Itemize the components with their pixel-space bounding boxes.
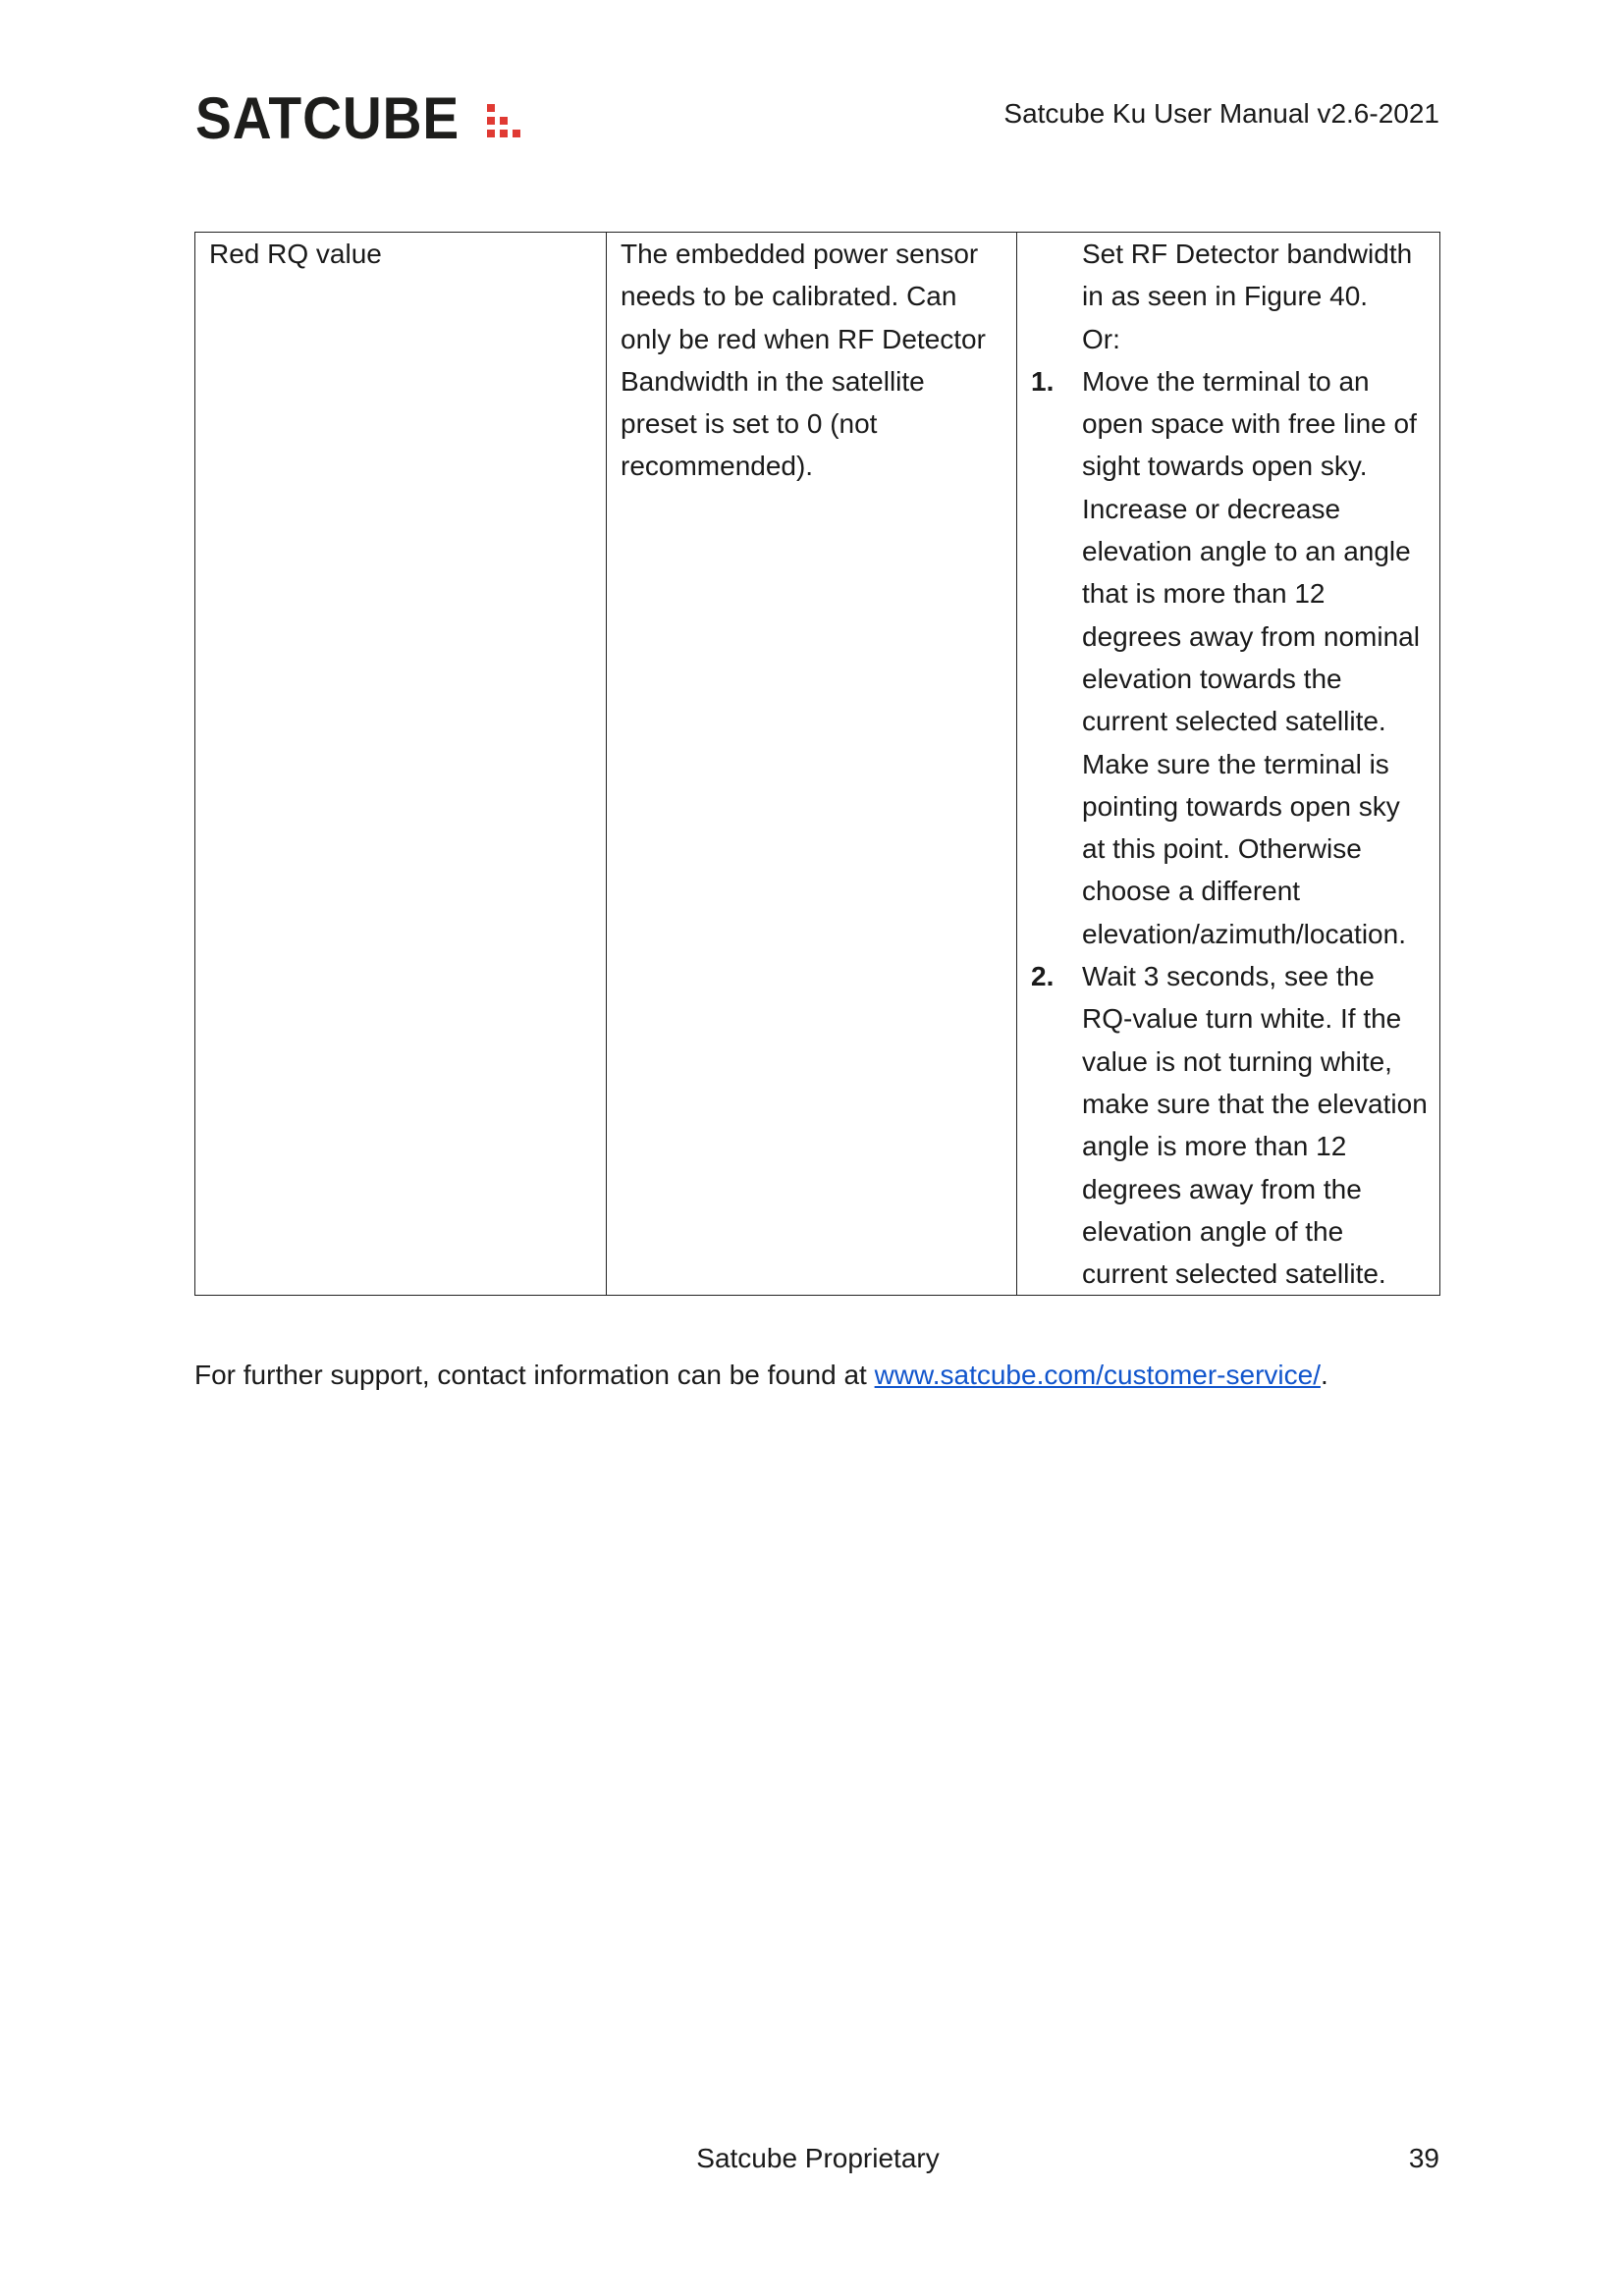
- footer-label: Satcube Proprietary: [696, 2143, 940, 2173]
- customer-service-link[interactable]: www.satcube.com/customer-service/: [874, 1360, 1321, 1390]
- document-title: Satcube Ku User Manual v2.6-2021: [1003, 98, 1439, 129]
- solution-steps: [1031, 360, 1428, 1296]
- symptom-text: Red RQ value: [209, 239, 382, 269]
- list-item: [1031, 955, 1428, 1295]
- step-text: Move the terminal to an open space with free line of sight towards open sky. Increase or decrease elevation angle to an angle that is more than 12 degrees away from nominal elevation towards the current selected satellite. Make sure the terminal is pointing towards open sky at this point. Otherwise choose a different elevation/azimuth/location.: [1082, 365, 1420, 949]
- logo-dots-icon: [485, 102, 534, 147]
- support-text: For further support, contact information can be found at: [194, 1360, 875, 1390]
- cause-cell: [607, 233, 1017, 1296]
- solution-intro: Set RF Detector bandwidth in as seen in Figure 40.: [1082, 239, 1413, 312]
- troubleshooting-table: [194, 232, 1440, 1296]
- page-number: 39: [1408, 2143, 1439, 2173]
- step-text: Wait 3 seconds, see the RQ-value turn white. If the value is not turning white, make sure that the elevation angle is more than 12 degrees away from the elevation angle of the current selected satellite.: [1082, 961, 1428, 1290]
- satcube-logo: [195, 85, 534, 151]
- support-note: [194, 1360, 1328, 1391]
- symptom-cell: [195, 233, 607, 1296]
- table-row: [195, 233, 1440, 1296]
- step-number: 1.: [1031, 365, 1055, 397]
- solution-or: Or:: [1082, 323, 1120, 354]
- step-number: 2.: [1031, 961, 1055, 992]
- solution-cell: [1017, 233, 1440, 1296]
- cause-text: The embedded power sensor needs to be calibrated. Can only be red when RF Detector Bandwidth in the satellite preset is set to 0 (not recommended).: [621, 239, 986, 482]
- logo-wordmark: SATCUBE: [195, 85, 460, 151]
- support-text-end: .: [1320, 1360, 1328, 1390]
- list-item: [1031, 360, 1428, 955]
